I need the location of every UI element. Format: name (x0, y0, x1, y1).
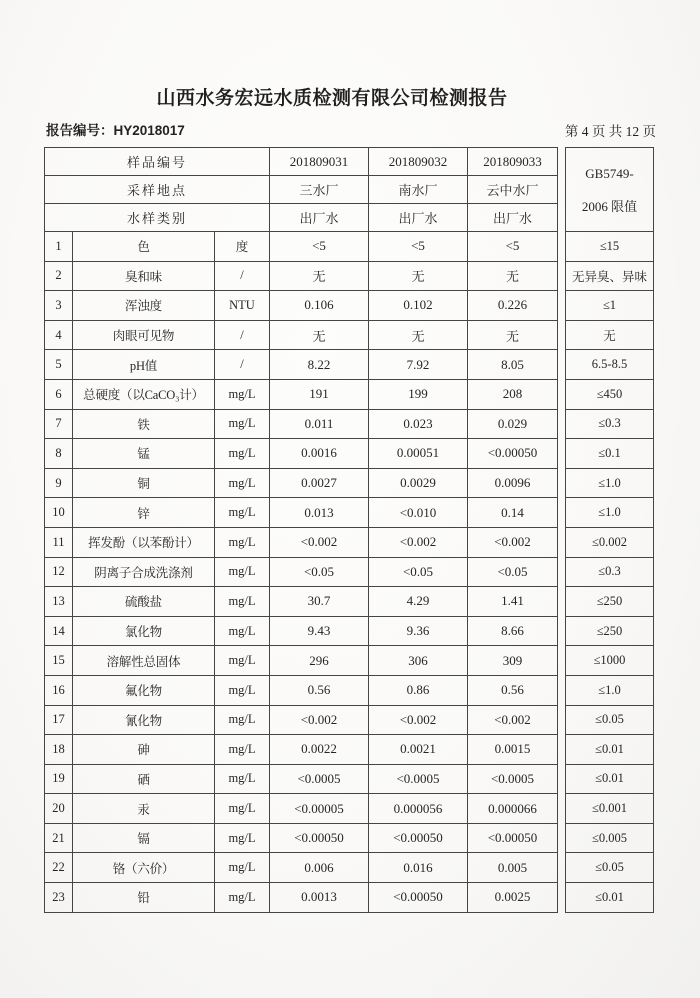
column-gap (558, 350, 566, 380)
limit-value: ≤0.001 (566, 794, 654, 824)
limit-value: ≤250 (566, 587, 654, 617)
sample2-value: 无 (369, 320, 468, 350)
column-gap (558, 439, 566, 469)
row-number: 2 (45, 261, 73, 291)
sample1-value: 0.106 (270, 291, 369, 321)
row-number: 19 (45, 764, 73, 794)
unit: / (215, 350, 270, 380)
unit: mg/L (215, 675, 270, 705)
sample3-value: <0.05 (468, 557, 558, 587)
parameter-name: 溶解性总固体 (73, 646, 215, 676)
sample2-value: <5 (369, 232, 468, 262)
table-header (45, 148, 654, 232)
column-gap (558, 705, 566, 735)
unit: mg/L (215, 587, 270, 617)
table-row (45, 616, 654, 646)
limit-value: ≤1000 (566, 646, 654, 676)
limit-header-line2: 2006 限值 (581, 198, 638, 214)
limit-value: ≤0.01 (566, 883, 654, 913)
sample-no-3: 201809033 (468, 148, 558, 176)
sample2-value: <0.00050 (369, 883, 468, 913)
row-number: 21 (45, 823, 73, 853)
sample3-value: 0.029 (468, 409, 558, 439)
row-number: 16 (45, 675, 73, 705)
parameter-name: 浑浊度 (73, 291, 215, 321)
table-row (45, 232, 654, 262)
unit: mg/L (215, 764, 270, 794)
sample1-value: 0.0027 (270, 468, 369, 498)
limit-value: ≤0.3 (566, 557, 654, 587)
unit: mg/L (215, 527, 270, 557)
unit: mg/L (215, 498, 270, 528)
sample3-value: <0.0005 (468, 764, 558, 794)
column-gap (558, 587, 566, 617)
sample3-value: 0.005 (468, 853, 558, 883)
table-row (45, 350, 654, 380)
sample3-value: <0.00050 (468, 823, 558, 853)
sample3-value: 0.226 (468, 291, 558, 321)
table-row (45, 735, 654, 765)
sample-site-label: 采样地点 (45, 176, 270, 204)
column-gap (558, 823, 566, 853)
column-gap (558, 498, 566, 528)
unit: mg/L (215, 853, 270, 883)
row-number: 12 (45, 557, 73, 587)
column-gap (558, 853, 566, 883)
table-row (45, 557, 654, 587)
sample2-value: <0.0005 (369, 764, 468, 794)
column-gap (558, 320, 566, 350)
unit: NTU (215, 291, 270, 321)
sample2-value: 4.29 (369, 587, 468, 617)
parameter-name: 氟化物 (73, 675, 215, 705)
sample2-value: 0.023 (369, 409, 468, 439)
table-row (45, 705, 654, 735)
sample-type-2: 出厂水 (369, 204, 468, 232)
sample3-value: <5 (468, 232, 558, 262)
sample1-value: <0.05 (270, 557, 369, 587)
column-gap (558, 261, 566, 291)
sample1-value: 0.56 (270, 675, 369, 705)
limit-value: ≤1.0 (566, 498, 654, 528)
parameter-name: 色 (73, 232, 215, 262)
row-number: 3 (45, 291, 73, 321)
column-gap (558, 883, 566, 913)
sample3-value: 8.05 (468, 350, 558, 380)
sample3-value: 1.41 (468, 587, 558, 617)
sample1-value: 无 (270, 261, 369, 291)
sample2-value: <0.002 (369, 705, 468, 735)
limit-value: ≤0.05 (566, 705, 654, 735)
parameter-name: 镉 (73, 823, 215, 853)
sample1-value: 30.7 (270, 587, 369, 617)
sample1-value: 296 (270, 646, 369, 676)
sample2-value: <0.002 (369, 527, 468, 557)
sample2-value: 306 (369, 646, 468, 676)
unit: mg/L (215, 616, 270, 646)
unit: / (215, 320, 270, 350)
limit-value: ≤0.005 (566, 823, 654, 853)
row-number: 13 (45, 587, 73, 617)
sample-site-3: 云中水厂 (468, 176, 558, 204)
unit: mg/L (215, 439, 270, 469)
sample-type-label: 水样类别 (45, 204, 270, 232)
row-number: 15 (45, 646, 73, 676)
column-gap (558, 764, 566, 794)
column-gap (558, 735, 566, 765)
column-gap (558, 675, 566, 705)
row-number: 5 (45, 350, 73, 380)
sample1-value: <0.0005 (270, 764, 369, 794)
column-gap (558, 616, 566, 646)
parameter-name: 铬（六价） (73, 853, 215, 883)
limit-value: ≤0.3 (566, 409, 654, 439)
row-number: 1 (45, 232, 73, 262)
row-number: 22 (45, 853, 73, 883)
limit-value: ≤0.01 (566, 735, 654, 765)
sample2-value: 0.016 (369, 853, 468, 883)
header-row-sample-no (45, 148, 654, 176)
limit-value: ≤1 (566, 291, 654, 321)
table-row (45, 646, 654, 676)
parameter-name: 挥发酚（以苯酚计） (73, 527, 215, 557)
sample1-value: 191 (270, 379, 369, 409)
table-row (45, 468, 654, 498)
parameter-name: 铁 (73, 409, 215, 439)
sample1-value: 0.0013 (270, 883, 369, 913)
limit-value: ≤450 (566, 379, 654, 409)
sample3-value: 0.56 (468, 675, 558, 705)
sample1-value: 无 (270, 320, 369, 350)
table-row (45, 675, 654, 705)
page-indicator: 第 4 页 共 12 页 (564, 124, 656, 139)
sample2-value: <0.00050 (369, 823, 468, 853)
row-number: 20 (45, 794, 73, 824)
sample-no-2: 201809032 (369, 148, 468, 176)
parameter-name: 氯化物 (73, 616, 215, 646)
table-row (45, 261, 654, 291)
limit-value: ≤0.002 (566, 527, 654, 557)
table-row (45, 587, 654, 617)
table-row (45, 379, 654, 409)
parameter-name: 硫酸盐 (73, 587, 215, 617)
sample-site-1: 三水厂 (270, 176, 369, 204)
sample2-value: 0.0029 (369, 468, 468, 498)
parameter-name: pH值 (73, 350, 215, 380)
sample2-value: 9.36 (369, 616, 468, 646)
sample-no-label: 样品编号 (45, 148, 270, 176)
row-number: 6 (45, 379, 73, 409)
limit-value: ≤1.0 (566, 468, 654, 498)
sample3-value: <0.00050 (468, 439, 558, 469)
unit: 度 (215, 232, 270, 262)
sample1-value: 0.0022 (270, 735, 369, 765)
limit-value: ≤1.0 (566, 675, 654, 705)
limit-value: 6.5-8.5 (566, 350, 654, 380)
column-gap (558, 468, 566, 498)
sample2-value: 0.0021 (369, 735, 468, 765)
table-row (45, 853, 654, 883)
parameter-name: 氰化物 (73, 705, 215, 735)
unit: mg/L (215, 735, 270, 765)
report-number: 报告编号：HY2018017 (46, 123, 185, 138)
sample1-value: <0.002 (270, 705, 369, 735)
table-row (45, 320, 654, 350)
report-title: 山西水务宏远水质检测有限公司检测报告 (156, 88, 508, 109)
table-row (45, 291, 654, 321)
parameter-name: 肉眼可见物 (73, 320, 215, 350)
column-gap (558, 291, 566, 321)
sample1-value: 8.22 (270, 350, 369, 380)
column-gap (558, 148, 566, 232)
sample3-value: 0.0025 (468, 883, 558, 913)
sample1-value: <0.002 (270, 527, 369, 557)
unit: / (215, 261, 270, 291)
limit-value: ≤15 (566, 232, 654, 262)
limit-column-header (566, 148, 654, 232)
table-row (45, 823, 654, 853)
table-body (45, 232, 654, 913)
sample-no-1: 201809031 (270, 148, 369, 176)
unit: mg/L (215, 379, 270, 409)
sample2-value: 无 (369, 261, 468, 291)
column-gap (558, 409, 566, 439)
unit: mg/L (215, 883, 270, 913)
row-number: 17 (45, 705, 73, 735)
row-number: 8 (45, 439, 73, 469)
unit: mg/L (215, 794, 270, 824)
sample3-value: 208 (468, 379, 558, 409)
unit: mg/L (215, 705, 270, 735)
parameter-name: 臭和味 (73, 261, 215, 291)
sample2-value: <0.010 (369, 498, 468, 528)
row-number: 7 (45, 409, 73, 439)
column-gap (558, 232, 566, 262)
table-row (45, 409, 654, 439)
parameter-name: 锰 (73, 439, 215, 469)
column-gap (558, 646, 566, 676)
unit: mg/L (215, 409, 270, 439)
sample3-value: 0.0096 (468, 468, 558, 498)
table-row (45, 498, 654, 528)
parameter-name: 汞 (73, 794, 215, 824)
sample2-value: <0.05 (369, 557, 468, 587)
sample1-value: 9.43 (270, 616, 369, 646)
limit-value: 无 (566, 320, 654, 350)
limit-value: ≤250 (566, 616, 654, 646)
row-number: 14 (45, 616, 73, 646)
parameter-name: 总硬度（以CaCO₃计） (73, 379, 215, 409)
column-gap (558, 794, 566, 824)
table-row (45, 439, 654, 469)
sample2-value: 0.000056 (369, 794, 468, 824)
column-gap (558, 379, 566, 409)
sample1-value: 0.013 (270, 498, 369, 528)
table-row (45, 764, 654, 794)
sample1-value: <5 (270, 232, 369, 262)
limit-header-line1: GB5749- (585, 165, 634, 181)
limit-value: ≤0.01 (566, 764, 654, 794)
sample3-value: 无 (468, 320, 558, 350)
sample1-value: 0.006 (270, 853, 369, 883)
sample2-value: 0.86 (369, 675, 468, 705)
row-number: 10 (45, 498, 73, 528)
sample3-value: 0.0015 (468, 735, 558, 765)
sample-type-1: 出厂水 (270, 204, 369, 232)
sample1-value: <0.00005 (270, 794, 369, 824)
sample2-value: 199 (369, 379, 468, 409)
sample-type-3: 出厂水 (468, 204, 558, 232)
table-row (45, 527, 654, 557)
water-quality-table (44, 147, 654, 913)
unit: mg/L (215, 468, 270, 498)
sample3-value: 309 (468, 646, 558, 676)
sample3-value: <0.002 (468, 705, 558, 735)
sample2-value: 0.00051 (369, 439, 468, 469)
sample3-value: 0.14 (468, 498, 558, 528)
parameter-name: 锌 (73, 498, 215, 528)
sample3-value: <0.002 (468, 527, 558, 557)
sample1-value: 0.011 (270, 409, 369, 439)
sample1-value: 0.0016 (270, 439, 369, 469)
row-number: 11 (45, 527, 73, 557)
unit: mg/L (215, 823, 270, 853)
column-gap (558, 557, 566, 587)
parameter-name: 阴离子合成洗涤剂 (73, 557, 215, 587)
row-number: 18 (45, 735, 73, 765)
parameter-name: 铅 (73, 883, 215, 913)
sample3-value: 无 (468, 261, 558, 291)
limit-value: 无异臭、异味 (566, 261, 654, 291)
limit-value: ≤0.05 (566, 853, 654, 883)
sample3-value: 8.66 (468, 616, 558, 646)
row-number: 4 (45, 320, 73, 350)
parameter-name: 铜 (73, 468, 215, 498)
row-number: 9 (45, 468, 73, 498)
unit: mg/L (215, 646, 270, 676)
sample-site-2: 南水厂 (369, 176, 468, 204)
limit-value: ≤0.1 (566, 439, 654, 469)
sample1-value: <0.00050 (270, 823, 369, 853)
parameter-name: 硒 (73, 764, 215, 794)
column-gap (558, 527, 566, 557)
parameter-name: 砷 (73, 735, 215, 765)
sample2-value: 7.92 (369, 350, 468, 380)
table-row (45, 794, 654, 824)
row-number: 23 (45, 883, 73, 913)
unit: mg/L (215, 557, 270, 587)
sample2-value: 0.102 (369, 291, 468, 321)
sample3-value: 0.000066 (468, 794, 558, 824)
table-row (45, 883, 654, 913)
